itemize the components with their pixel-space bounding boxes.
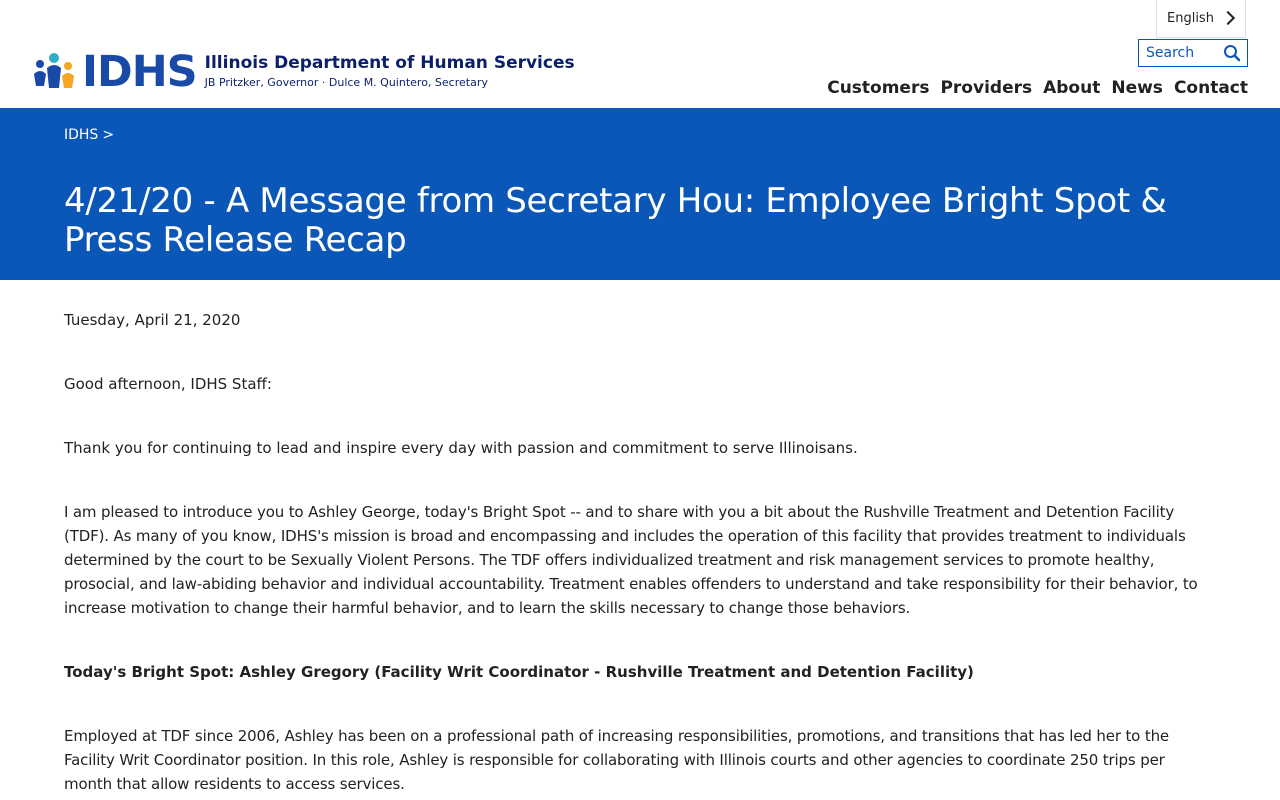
- nav-news[interactable]: News: [1111, 78, 1163, 98]
- chevron-right-icon: [1221, 11, 1235, 25]
- nav-providers[interactable]: Providers: [940, 78, 1033, 98]
- article-body: [0, 280, 1280, 796]
- page-banner: [0, 108, 1280, 280]
- article-date: Tuesday, April 21, 2020: [64, 311, 241, 329]
- language-label: English: [1167, 11, 1214, 26]
- agency-title-block: [205, 52, 575, 92]
- family-figures-icon: [32, 52, 78, 92]
- article-paragraph: Employed at TDF since 2006, Ashley has been on a professional path of increasing responsibilities, promotions, and transitions that has led her to the Facility Writ Coordinator position. In this role, Ashley is responsible for collaborating with Illinois courts and other agencies to coordinate 250 trips per month that allow residents to access services.: [64, 727, 1169, 793]
- article-paragraph: I am pleased to introduce you to Ashley George, today's Bright Spot -- and to share with you a bit about the Rushville Treatment and Detention Facility (TDF). As many of you know, IDHS's mission is broad and encompassing and includes the operation of this facility that provides treatment to individuals determined by the court to be Sexually Violent Persons. The TDF offers individualized treatment and risk management services to promote healthy, prosocial, and law-abiding behavior and individual accountability. Treatment enables offenders to understand and take responsibility for their behavior, to increase motivation to change their harmful behavior, and to learn the skills necessary to change those behaviors.: [64, 503, 1198, 617]
- main-nav: [827, 76, 1248, 100]
- language-selector[interactable]: [1156, 0, 1246, 38]
- nav-about[interactable]: About: [1043, 78, 1101, 98]
- breadcrumb-separator: >: [102, 127, 115, 143]
- nav-customers[interactable]: Customers: [827, 78, 930, 98]
- breadcrumb: [64, 126, 114, 144]
- search-input[interactable]: [1146, 45, 1220, 61]
- breadcrumb-item-idhs[interactable]: IDHS: [64, 127, 99, 143]
- page-title: 4/21/20 - A Message from Secretary Hou: Employee Bright Spot & Press Release Recap: [64, 181, 1167, 260]
- agency-name: Illinois Department of Human Services: [204, 53, 575, 73]
- agency-subtitle: JB Pritzker, Governor · Dulce M. Quintero, Secretary: [204, 76, 488, 89]
- nav-contact[interactable]: Contact: [1173, 78, 1248, 98]
- logo-wordmark: IDHS: [82, 47, 197, 97]
- article-greeting: Good afternoon, IDHS Staff:: [64, 375, 272, 393]
- search-box[interactable]: [1138, 39, 1248, 67]
- site-header: [0, 0, 1280, 108]
- article-paragraph: Thank you for continuing to lead and inspire every day with passion and commitment to serve Illinoisans.: [64, 439, 858, 457]
- bright-spot-heading: Today's Bright Spot: Ashley Gregory (Facility Writ Coordinator - Rushville Treatment and Detention Facility): [64, 663, 974, 681]
- site-logo[interactable]: [32, 47, 575, 97]
- search-icon[interactable]: [1223, 44, 1241, 62]
